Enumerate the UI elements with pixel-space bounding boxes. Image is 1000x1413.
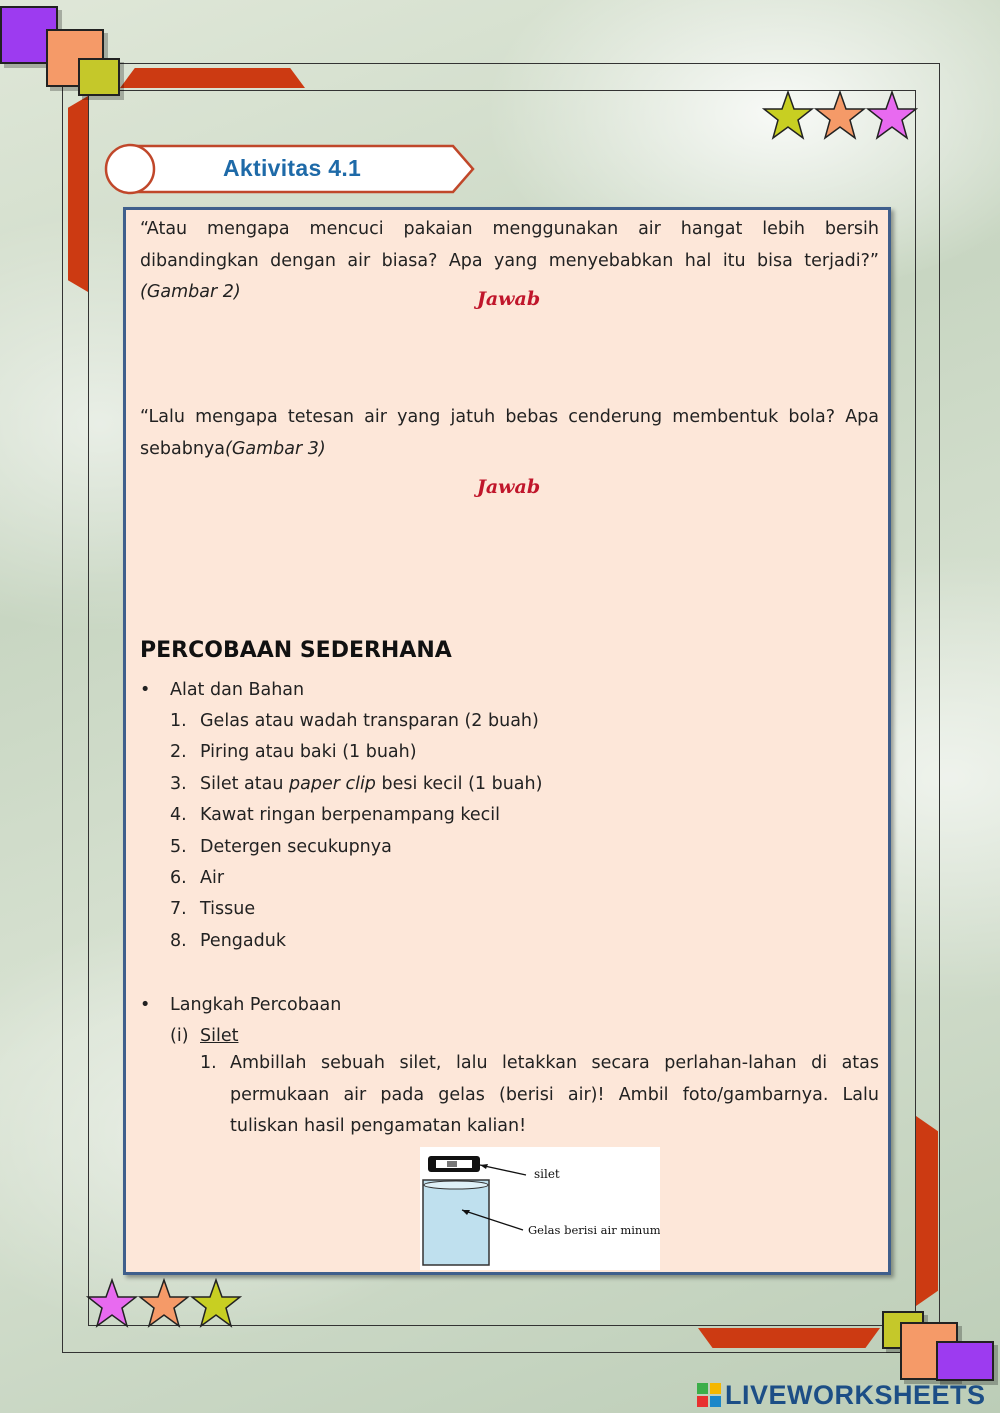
list-item-text: Detergen secukupnya [200, 837, 392, 857]
question-2 [140, 402, 879, 465]
list-item-text-post: besi kecil (1 buah) [375, 774, 543, 794]
star-icon [866, 90, 918, 140]
star-icon [86, 1278, 138, 1328]
question-2-ref: (Gambar 3) [225, 438, 326, 459]
list-item-number: 5. [170, 837, 187, 857]
list-item-text: Gelas atau wadah transparan (2 buah) [200, 711, 539, 731]
ribbon-top [120, 68, 305, 88]
step-1-number: 1. [200, 1053, 217, 1073]
question-2-text: “Lalu mengapa tetesan air yang jatuh bebas cenderung membentuk bola? Apa sebabnya [140, 407, 879, 459]
list-item-number: 7. [170, 899, 187, 919]
section-heading: PERCOBAAN SEDERHANA [140, 638, 452, 663]
list-item-number: 6. [170, 868, 187, 888]
title-banner [103, 143, 475, 195]
list-item-text: Kawat ringan berpenampang kecil [200, 805, 501, 825]
list-item-text [200, 773, 542, 795]
logo-icon [697, 1383, 721, 1407]
star-icon [190, 1278, 242, 1328]
step-1-text: Ambillah sebuah silet, lalu letakkan secara perlahan-lahan di atas permukaan air pada gelas (berisi air)! Ambil foto/gambarnya. Lalu tuliskan hasil pengamatan kalian! [230, 1053, 879, 1136]
list-item-number: 3. [170, 774, 187, 794]
bullet-icon: • [140, 995, 151, 1015]
list-item-number: 4. [170, 805, 187, 825]
content-box [123, 207, 891, 1275]
ribbon-left [68, 96, 88, 292]
logo-text: LIVEWORKSHEETS [725, 1379, 986, 1410]
list-item-text: Pengaduk [200, 931, 286, 951]
star-icon [814, 90, 866, 140]
list-item-text: Air [200, 868, 225, 888]
list-item-text-italic: paper clip [289, 774, 376, 794]
question-1-text: “Atau mengapa mencuci pakaian menggunakan air hangat lebih bersih dibandingkan dengan air biasa? Apa yang menyebabkan hal itu bisa terjadi?” [140, 219, 879, 271]
glass-diagram [420, 1147, 660, 1270]
sub-item-label: Silet [200, 1026, 239, 1046]
figure-label-blade: silet [534, 1167, 560, 1181]
materials-heading: Alat dan Bahan [170, 680, 305, 700]
list-item-number: 8. [170, 931, 187, 951]
answer-label-2: Jawab [476, 476, 541, 498]
answer-label-1: Jawab [476, 288, 541, 310]
list-item-text: Piring atau baki (1 buah) [200, 742, 417, 762]
steps-heading: Langkah Percobaan [170, 995, 342, 1015]
step-1 [200, 1048, 879, 1143]
ribbon-right [916, 1116, 938, 1306]
star-icon [762, 90, 814, 140]
sub-item-number: (i) [170, 1026, 189, 1046]
figure-glass-blade [420, 1147, 660, 1270]
page-title: Aktivitas 4.1 [223, 155, 362, 181]
figure-label-glass: Gelas berisi air minum [528, 1223, 660, 1237]
corner-square-purple-br [936, 1341, 994, 1381]
ribbon-bottom [698, 1328, 880, 1348]
bullet-icon: • [140, 680, 151, 700]
corner-square-yellow [78, 58, 120, 96]
star-icon [138, 1278, 190, 1328]
stars-bottom-left [86, 1278, 242, 1328]
question-1-ref: (Gambar 2) [140, 282, 241, 302]
list-item-number: 1. [170, 711, 187, 731]
liveworksheets-logo[interactable] [697, 1381, 986, 1409]
stars-top-right [762, 90, 918, 140]
list-item-text-pre: Silet atau [200, 774, 289, 794]
list-item-text: Tissue [200, 899, 256, 919]
list-item-number: 2. [170, 742, 187, 762]
